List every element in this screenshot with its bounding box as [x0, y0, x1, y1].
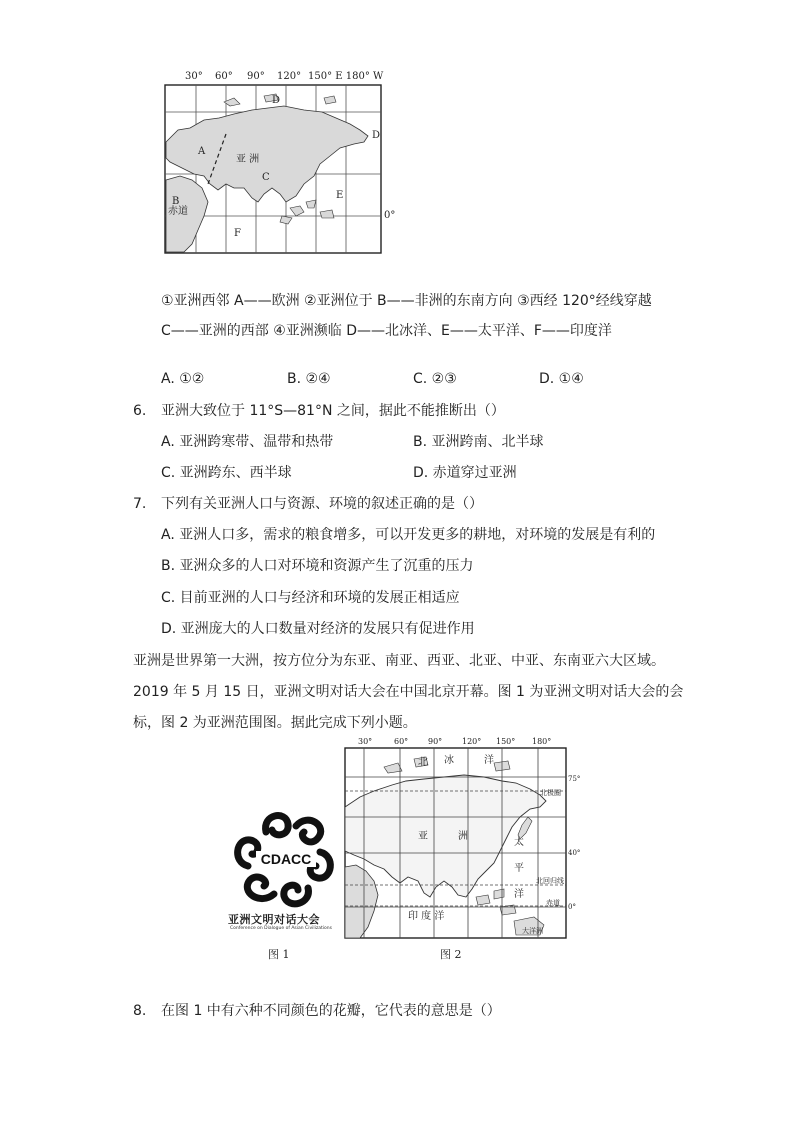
- fig2-lon-90: 90°: [428, 737, 443, 746]
- fig2-label-pacific-3: 洋: [514, 889, 524, 900]
- fig2-lon-120: 120°: [462, 737, 482, 746]
- q6-stem: 亚洲大致位于 11°S—81°N 之间，据此不能推断出（）: [161, 403, 505, 419]
- fig2-label-asia-2: 洲: [458, 831, 468, 842]
- passage-line3: 标，图 2 为亚洲范围图。据此完成下列小题。: [133, 715, 417, 731]
- fig1: [226, 808, 344, 938]
- fig2-label-arctic-2: 冰: [444, 755, 454, 766]
- q8-stem: 在图 1 中有六种不同颜色的花瓣，它代表的意思是（）: [161, 1003, 501, 1019]
- fig2-label-equator: 赤道: [546, 899, 560, 907]
- q5-option-a[interactable]: A. ①②: [161, 371, 205, 387]
- q7-option-c[interactable]: C. 目前亚洲的人口与经济和环境的发展正相适应: [161, 590, 460, 606]
- q5-statement-line1: ①亚洲西邻 A——欧洲 ②亚洲位于 B——非洲的东南方向 ③西经 120°经线穿越: [161, 293, 652, 309]
- fig2-label-arctic-circle: 北极圈: [540, 789, 561, 797]
- q5-option-c[interactable]: C. ②③: [413, 371, 457, 387]
- q7-number: 7.: [133, 496, 147, 512]
- fig2-caption: 图 2: [440, 948, 462, 961]
- fig2-label-oceania: 大洋洲: [522, 927, 543, 935]
- fig2-label-arctic-3: 洋: [484, 755, 494, 766]
- q7-option-b[interactable]: B. 亚洲众多的人口对环境和资源产生了沉重的压力: [161, 558, 474, 574]
- q6-option-b[interactable]: B. 亚洲跨南、北半球: [413, 434, 544, 450]
- q7-option-d[interactable]: D. 亚洲庞大的人口数量对经济的发展只有促进作用: [161, 621, 475, 637]
- map1-label-asia: 亚 洲: [236, 154, 260, 165]
- fig2-label-pacific-2: 平: [514, 863, 524, 874]
- q5-option-b[interactable]: B. ②④: [287, 371, 331, 387]
- logo-text: CDACC: [260, 851, 312, 867]
- map1-lon-30: 30°: [185, 71, 203, 82]
- map1-lon-150-180: 150° E 180° W: [308, 71, 384, 82]
- fig2-lat-75: 75°: [568, 775, 581, 783]
- fig2-lon-180: 180°: [532, 737, 552, 746]
- fig2-lat-40: 40°: [568, 849, 581, 857]
- q8-number: 8.: [133, 1003, 147, 1019]
- q6-option-c[interactable]: C. 亚洲跨东、西半球: [161, 465, 292, 481]
- q5-option-d[interactable]: D. ①④: [539, 371, 584, 387]
- map1-lon-labels: [160, 71, 390, 85]
- map1-label-d2: D: [372, 130, 381, 141]
- map1-label-a: A: [198, 146, 206, 157]
- map1-lon-60: 60°: [215, 71, 233, 82]
- fig1-title: 亚洲文明对话大会: [228, 913, 320, 926]
- fig2-label-pacific-1: 太: [514, 837, 524, 848]
- passage-line2: 2019 年 5 月 15 日，亚洲文明对话大会在中国北京开幕。图 1 为亚洲文明对话大会的会: [133, 684, 684, 700]
- fig2-label-indian: 印 度 洋: [408, 911, 445, 922]
- map1-label-c: C: [262, 172, 270, 183]
- q6-option-d[interactable]: D. 赤道穿过亚洲: [413, 465, 517, 481]
- map1-label-b: B: [172, 196, 180, 207]
- fig1-subtitle: Conference on Dialogue of Asian Civilizations: [230, 926, 332, 931]
- fig2-map: [344, 747, 582, 940]
- fig2-label-tropic: 北回归线: [536, 877, 564, 885]
- fig1-caption: 图 1: [268, 948, 290, 961]
- fig2-label-arctic-1: 北: [418, 757, 428, 768]
- fig2-lat-0: 0°: [568, 903, 576, 911]
- q6-number: 6.: [133, 403, 147, 419]
- map1-label-equator: 赤道: [168, 206, 188, 217]
- fig2-label-asia-1: 亚: [418, 831, 428, 842]
- q7-option-a[interactable]: A. 亚洲人口多，需求的粮食增多，可以开发更多的耕地，对环境的发展是有利的: [161, 527, 656, 543]
- map1-label-zero: 0°: [384, 210, 396, 221]
- q7-stem: 下列有关亚洲人口与资源、环境的叙述正确的是（）: [161, 496, 483, 512]
- passage-line1: 亚洲是世界第一大洲，按方位分为东亚、南亚、西亚、北亚、中亚、东南亚六大区域。: [133, 653, 665, 669]
- map1-label-d: D: [272, 95, 281, 106]
- map1-lon-120: 120°: [277, 71, 302, 82]
- q6-option-a[interactable]: A. 亚洲跨寒带、温带和热带: [161, 434, 334, 450]
- map1-label-f: F: [234, 228, 241, 239]
- map1-label-e: E: [336, 190, 344, 201]
- fig2-lon-60: 60°: [394, 737, 409, 746]
- fig2-lon-150: 150°: [496, 737, 516, 746]
- fig2-lon-30: 30°: [358, 737, 373, 746]
- map1-lon-90: 90°: [247, 71, 265, 82]
- q5-statement-line2: C——亚洲的西部 ④亚洲濒临 D——北冰洋、E——太平洋、F——印度洋: [161, 323, 612, 339]
- map1: [164, 84, 396, 256]
- cdacc-logo: [226, 808, 344, 912]
